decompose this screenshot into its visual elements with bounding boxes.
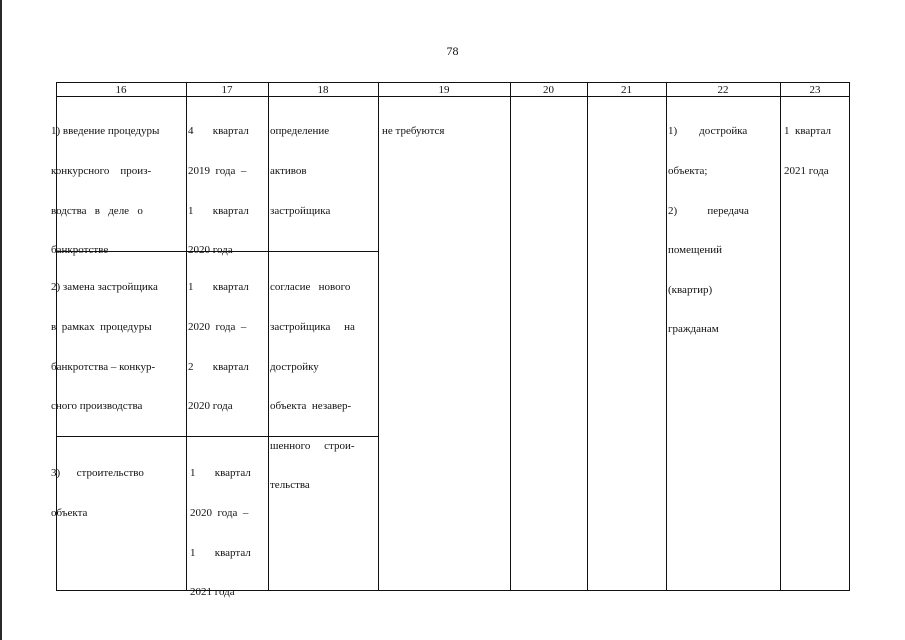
column-header: 21 <box>621 84 632 96</box>
cell-line: шенного строи- <box>270 439 355 452</box>
cell-line: 2020 года <box>188 400 233 413</box>
cell-line: не требуются <box>382 125 445 138</box>
column-header: 22 <box>717 84 729 96</box>
cell-line: объекта <box>51 507 88 520</box>
table-cell <box>382 99 508 152</box>
cell-line: 1 квартал <box>190 467 251 480</box>
col-divider <box>780 82 781 591</box>
cell-line: тельства <box>270 479 310 492</box>
cell-line: 2 квартал <box>188 360 249 373</box>
header-divider <box>56 96 850 97</box>
column-header: 23 <box>809 84 821 96</box>
col-divider <box>268 82 269 591</box>
table-cell <box>270 99 376 231</box>
cell-line: определение <box>270 125 330 138</box>
table-cell <box>668 99 778 350</box>
column-header: 17 <box>221 84 233 96</box>
col-divider <box>666 82 667 591</box>
cell-line: 2019 года – <box>188 165 247 178</box>
table-cell <box>190 441 266 613</box>
cell-line: 2021 года <box>784 165 829 178</box>
cell-line: 4 квартал <box>188 125 249 138</box>
column-header: 20 <box>543 84 554 96</box>
table-cell <box>188 99 266 271</box>
cell-line: гражданам <box>668 323 719 336</box>
cell-line: 1 квартал <box>190 546 251 559</box>
cell-line: достройку <box>270 360 319 373</box>
cell-line: согласие нового <box>270 281 351 294</box>
page-number: 78 <box>446 44 459 58</box>
cell-line: (квартир) <box>668 283 713 296</box>
cell-line: 1 квартал <box>188 281 249 294</box>
col-divider <box>186 82 187 591</box>
cell-line: в рамках процедуры <box>51 321 152 334</box>
table-cell <box>51 255 184 427</box>
cell-line: водства в деле о <box>51 204 143 217</box>
cell-line: застройщика <box>270 204 331 217</box>
column-header: 16 <box>115 84 127 96</box>
cell-line: 2) передача <box>668 204 749 217</box>
cell-line: активов <box>270 165 307 178</box>
cell-line: 2020 года – <box>188 321 247 334</box>
cell-line: 1 квартал <box>784 125 832 138</box>
cell-line: 2020 года – <box>190 507 249 520</box>
col-divider <box>510 82 511 591</box>
table-cell <box>51 441 184 533</box>
cell-line: застройщика на <box>270 321 355 334</box>
cell-line: 1) введение процедуры <box>51 125 160 138</box>
cell-line: сного производства <box>51 400 143 413</box>
table-cell <box>270 255 376 506</box>
scan-edge <box>0 0 2 640</box>
column-header: 18 <box>317 84 329 96</box>
cell-line: 2021 года <box>190 586 235 599</box>
table-cell <box>51 99 184 271</box>
cell-line: 1) достройка <box>668 125 748 138</box>
table-cell <box>188 255 266 427</box>
cell-line: 2) замена застройщика <box>51 281 158 294</box>
cell-line: объекта; <box>668 165 708 178</box>
cell-line: помещений <box>668 244 723 257</box>
cell-line: 3) строительство <box>51 467 144 480</box>
cell-line: объекта незавер- <box>270 400 352 413</box>
column-header: 19 <box>438 84 450 96</box>
table-cell <box>784 99 848 191</box>
col-divider <box>378 82 379 591</box>
col-divider <box>587 82 588 591</box>
cell-line: 1 квартал <box>188 204 249 217</box>
cell-line: конкурсного произ- <box>51 165 152 178</box>
cell-line: банкротстве <box>51 244 109 257</box>
cell-line: банкротства – конкур- <box>51 360 156 373</box>
cell-line: 2020 года <box>188 244 233 257</box>
